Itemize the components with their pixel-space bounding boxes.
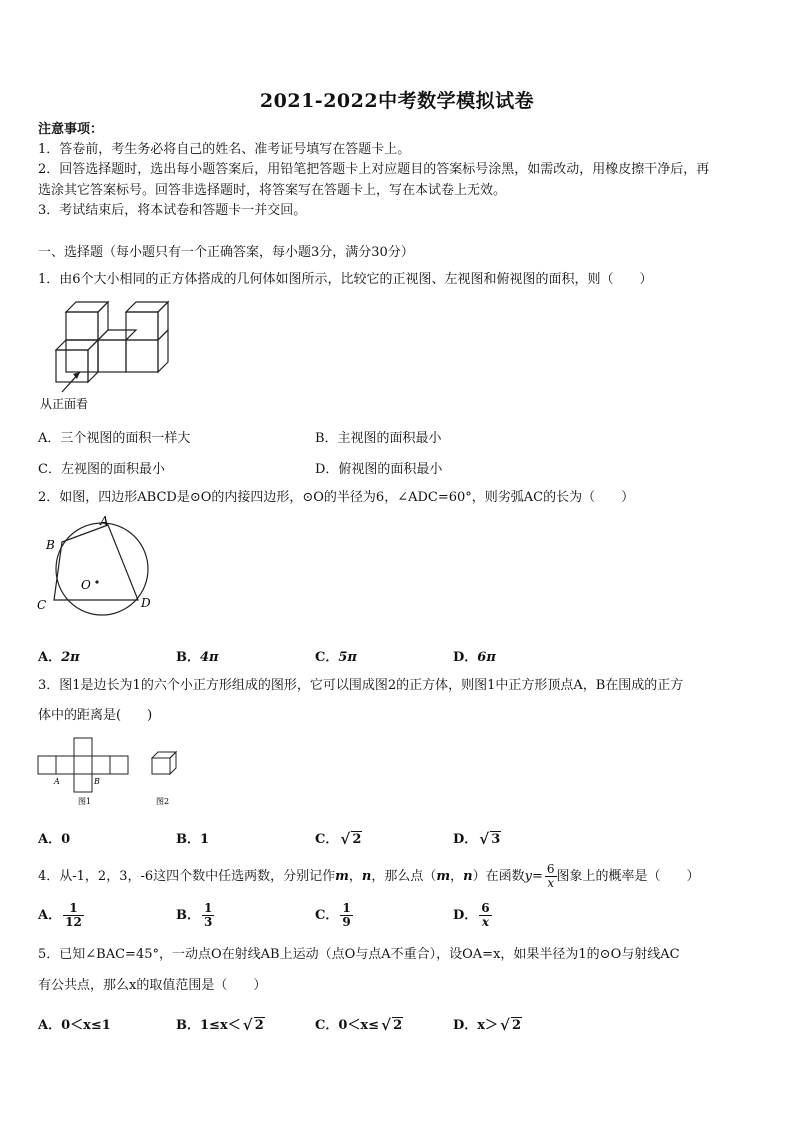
- center-o-label: O: [81, 578, 91, 592]
- sqrt-expression: √ 2: [340, 832, 362, 847]
- option-a: A． $\frac{1}{12}$: [38, 901, 82, 929]
- notice-item: 1．答卷前，考生务必将自己的姓名、准考证号填写在答题卡上。: [38, 142, 411, 157]
- question-3-stem-cont: 体中的距离是( ): [38, 708, 153, 723]
- point-b-label: B: [94, 777, 100, 786]
- figure-2-caption: 图2: [156, 797, 170, 806]
- sqrt-expression: √ 2: [381, 1018, 403, 1033]
- option-d: D．x＞√ 2: [453, 1014, 522, 1033]
- cube-net-figure: [38, 736, 188, 812]
- option-c: C．5π: [315, 650, 357, 665]
- section-heading: 一、选择题（每小题只有一个正确答案，每小题3分，满分30分）: [38, 245, 414, 260]
- question-4-stem: 4．从-1，2，3，-6这四个数中任选两数，分别记作m，n，那么点（m，n）在函数y= $\frac{6}{x}$ 图象上的概率是（ ）: [38, 862, 700, 890]
- option-b: B．主视图的面积最小: [315, 431, 442, 446]
- notice-item: 2．回答选择题时，选出每小题答案后，用铅笔把答题卡上对应题目的答案标号涂黑，如需改动，用橡皮擦干净后，再: [38, 162, 710, 177]
- question-5-stem-cont: 有公共点，那么x的取值范围是（ ）: [38, 978, 267, 993]
- option-a: A．0＜x≤1: [38, 1018, 111, 1033]
- notice-item: 选涂其它答案标号。回答非选择题时，将答案写在答题卡上，写在本试卷上无效。: [38, 183, 507, 198]
- option-c: C． $\frac{1}{9}$: [315, 901, 351, 929]
- option-a: A．2π: [38, 650, 80, 665]
- view-direction-label: 从正面看: [40, 397, 89, 411]
- figure-1-caption: 图1: [78, 797, 92, 806]
- point-a-label: A: [54, 777, 60, 786]
- function-fraction: $\frac{6}{x}$: [546, 862, 555, 890]
- option-d: D．6π: [453, 650, 496, 665]
- sqrt-expression: √ 2: [500, 1018, 522, 1033]
- option-b: B．4π: [176, 650, 219, 665]
- page-title: 2021-2022中考数学模拟试卷: [259, 90, 535, 112]
- point-a-label: A: [100, 514, 109, 528]
- question-1-stem: 1．由6个大小相同的正方体搭成的几何体如图所示，比较它的正视图、左视图和俯视图的面积，则（ ）: [38, 272, 653, 287]
- notice-heading: 注意事项：: [38, 122, 104, 137]
- option-d: D． $\frac{6}{x}$: [453, 901, 490, 929]
- option-a: A．三个视图的面积一样大: [38, 431, 191, 446]
- option-c: C．0＜x≤√ 2: [315, 1014, 403, 1033]
- option-d: D．俯视图的面积最小: [315, 462, 443, 477]
- point-d-label: D: [141, 596, 151, 610]
- option-d: D．√ 3: [453, 828, 501, 847]
- sqrt-expression: √ 3: [479, 832, 501, 847]
- question-5-stem: 5．已知∠BAC=45°，一动点O在射线AB上运动（点O与点A不重合），设OA=x，如果半径为1的⊙O与射线AC: [38, 947, 680, 962]
- option-b: B．1: [176, 832, 210, 847]
- sqrt-expression: √ 2: [243, 1018, 265, 1033]
- point-b-label: B: [46, 538, 55, 552]
- circle-quadrilateral-figure: [34, 513, 164, 613]
- question-2-stem: 2．如图，四边形ABCD是⊙O的内接四边形，⊙O的半径为6，∠ADC=60°，则劣弧AC的长为（ ）: [38, 490, 635, 505]
- option-c: C．√ 2: [315, 828, 362, 847]
- option-b: B． $\frac{1}{3}$: [176, 901, 213, 929]
- point-c-label: C: [37, 598, 47, 612]
- question-3-stem: 3．图1是边长为1的六个小正方形组成的图形，它可以围成图2的正方体，则图1中正方形顶点A，B在围成的正方: [38, 678, 684, 693]
- option-c: C．左视图的面积最小: [38, 462, 165, 477]
- option-b: B．1≤x＜√ 2: [176, 1014, 265, 1033]
- option-a: A．0: [38, 832, 71, 847]
- notice-item: 3．考试结束后，将本试卷和答题卡一并交回。: [38, 203, 307, 218]
- cube-stack-figure: [40, 296, 180, 412]
